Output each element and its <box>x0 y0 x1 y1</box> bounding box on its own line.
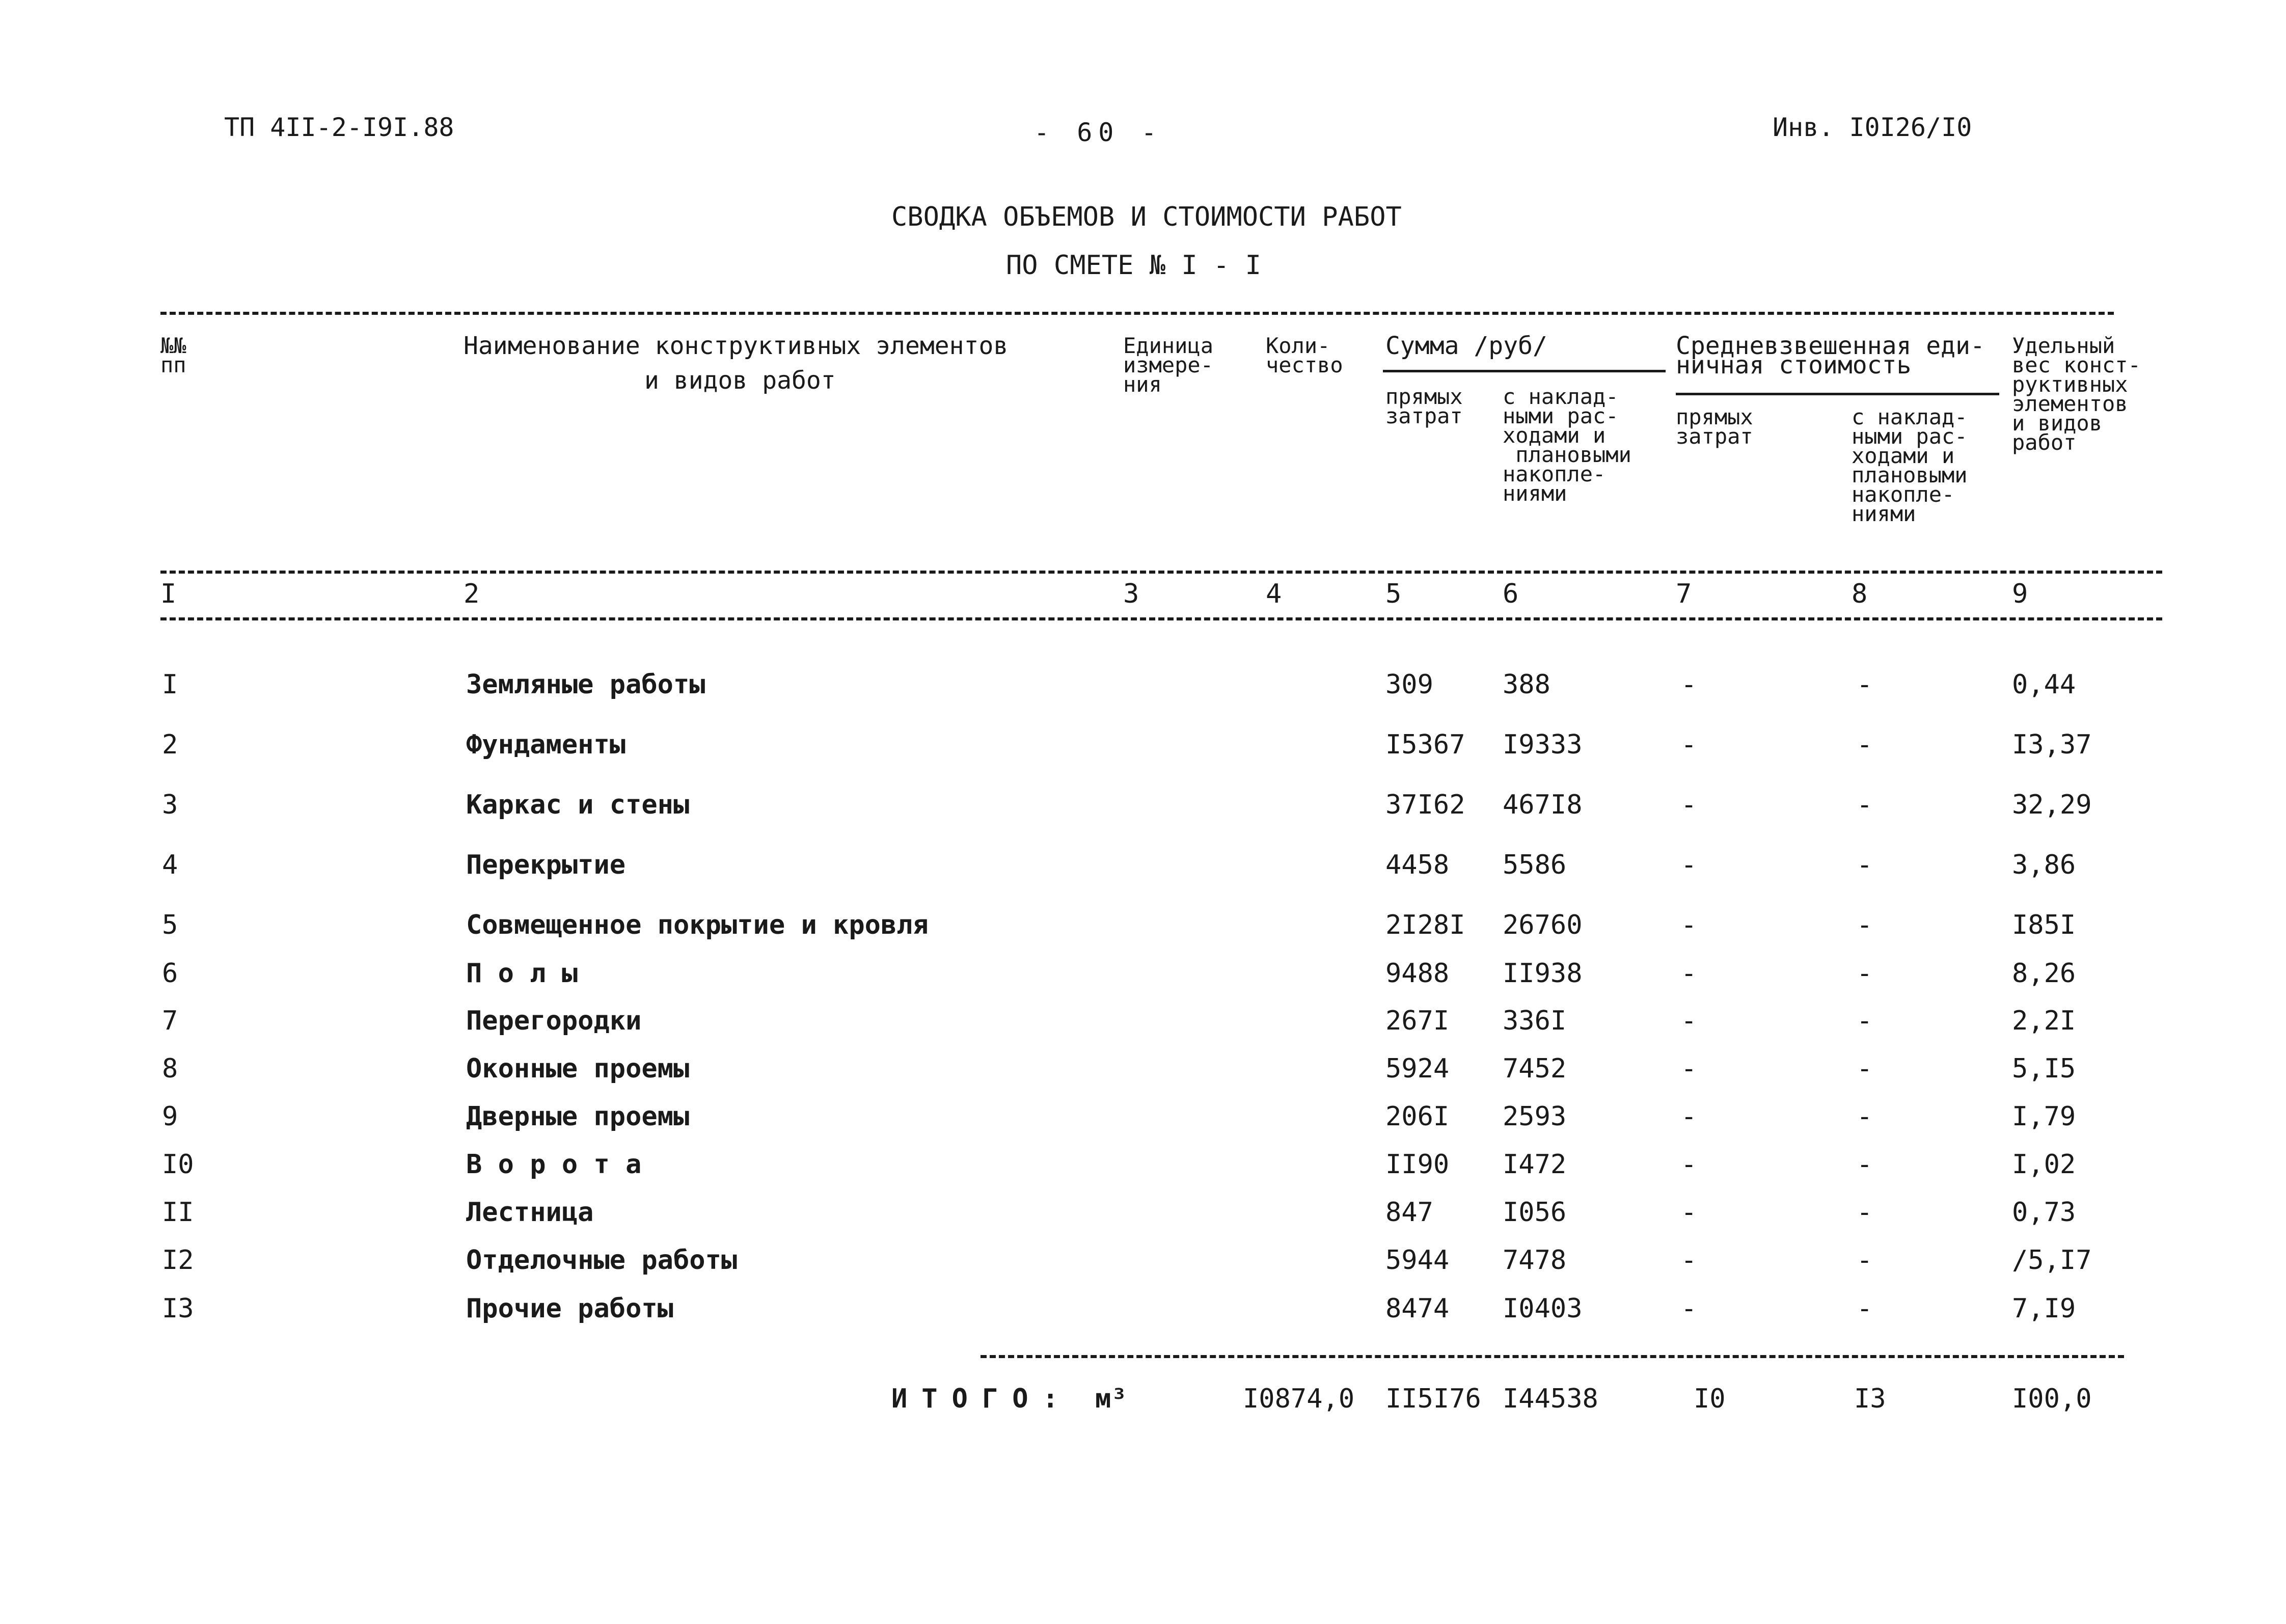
row-direct-cost: 9488 <box>1385 958 1450 989</box>
table-top-rule <box>160 312 2114 315</box>
row-number: I2 <box>162 1245 194 1276</box>
row-unit-overhead-cost: - <box>1857 910 1873 940</box>
row-direct-cost: 4458 <box>1385 850 1450 880</box>
row-unit-overhead-cost: - <box>1857 1006 1873 1036</box>
column-numbers-bottom-rule <box>160 617 2162 620</box>
row-work-name: Оконные проемы <box>466 1053 690 1084</box>
row-overhead-cost: 2593 <box>1503 1101 1567 1132</box>
row-direct-cost: 2I28I <box>1385 910 1465 940</box>
row-number: I <box>162 669 178 700</box>
total-direct-cost: II5I76 <box>1385 1384 1481 1414</box>
row-direct-cost: 267I <box>1385 1006 1450 1036</box>
document-title: СВОДКА ОБЪЕМОВ И СТОИМОСТИ РАБОТ <box>891 202 1402 232</box>
row-number: 3 <box>162 790 178 820</box>
row-share: 0,73 <box>2012 1197 2076 1228</box>
column-header-number: №№ пп <box>160 333 186 377</box>
row-direct-cost: 309 <box>1385 669 1433 700</box>
column-numbers-top-rule <box>160 571 2162 574</box>
row-unit-overhead-cost: - <box>1857 729 1873 760</box>
row-work-name: Прочие работы <box>466 1293 673 1324</box>
total-share: I00,0 <box>2012 1384 2092 1414</box>
row-work-name: Земляные работы <box>466 669 705 700</box>
row-unit-direct-cost: - <box>1681 1053 1697 1084</box>
row-number: 5 <box>162 910 178 940</box>
row-share: 7,I9 <box>2012 1293 2076 1324</box>
inventory-number: Инв. I0I26/I0 <box>1773 113 1972 142</box>
row-overhead-cost: I056 <box>1503 1197 1567 1228</box>
row-work-name: Дверные проемы <box>466 1101 690 1132</box>
row-overhead-cost: 7452 <box>1503 1053 1567 1084</box>
row-unit-direct-cost: - <box>1681 1197 1697 1228</box>
row-share: I,79 <box>2012 1101 2076 1132</box>
row-number: 9 <box>162 1101 178 1132</box>
row-share: 8,26 <box>2012 958 2076 989</box>
document-subtitle: ПО СМЕТЕ № I - I <box>1006 250 1261 281</box>
row-number: I0 <box>162 1149 194 1180</box>
row-unit-overhead-cost: - <box>1857 1053 1873 1084</box>
total-overhead-cost: I44538 <box>1503 1384 1598 1414</box>
row-overhead-cost: I9333 <box>1503 729 1583 760</box>
column-group-weighted-rule <box>1676 393 1999 395</box>
row-share: I,02 <box>2012 1149 2076 1180</box>
row-direct-cost: 5924 <box>1385 1053 1450 1084</box>
column-header-quantity: Коли- чество <box>1266 333 1343 377</box>
column-number-8: 8 <box>1852 579 1868 609</box>
column-header-share: Удельный вес конст- руктивных элементов и видов работ <box>2012 333 2141 455</box>
row-share: 3,86 <box>2012 850 2076 880</box>
row-unit-direct-cost: - <box>1681 958 1697 989</box>
row-unit-direct-cost: - <box>1681 1245 1697 1276</box>
total-unit-direct-cost: I0 <box>1694 1384 1726 1414</box>
row-unit-overhead-cost: - <box>1857 1149 1873 1180</box>
totals-rule <box>981 1355 2124 1358</box>
column-group-sum-rule <box>1383 370 1666 372</box>
column-header-unit-overhead-cost: с наклад- ными рас- ходами и плановыми накопле- ниями <box>1852 404 1968 526</box>
column-header-name-cont: и видов работ <box>644 366 836 395</box>
row-number: 2 <box>162 729 178 760</box>
row-unit-overhead-cost: - <box>1857 958 1873 989</box>
column-header-direct-cost: прямых затрат <box>1385 384 1463 428</box>
page-number: - 60 - <box>1034 118 1163 147</box>
row-overhead-cost: I0403 <box>1503 1293 1583 1324</box>
row-direct-cost: 37I62 <box>1385 790 1465 820</box>
row-work-name: Каркас и стены <box>466 790 690 820</box>
row-share: 32,29 <box>2012 790 2092 820</box>
column-number-9: 9 <box>2012 579 2028 609</box>
row-work-name: П о л ы <box>466 958 578 989</box>
row-number: II <box>162 1197 194 1228</box>
row-work-name: Совмещенное покрытие и кровля <box>466 910 929 940</box>
column-header-unit: Единица измере- ния <box>1123 333 1214 397</box>
row-number: 4 <box>162 850 178 880</box>
row-unit-overhead-cost: - <box>1857 1245 1873 1276</box>
column-number-5: 5 <box>1385 579 1402 609</box>
row-unit-direct-cost: - <box>1681 790 1697 820</box>
row-direct-cost: 206I <box>1385 1101 1450 1132</box>
row-overhead-cost: 388 <box>1503 669 1550 700</box>
column-number-7: 7 <box>1676 579 1692 609</box>
row-direct-cost: I5367 <box>1385 729 1465 760</box>
row-share: /5,I7 <box>2012 1245 2092 1276</box>
row-share: 5,I5 <box>2012 1053 2076 1084</box>
row-direct-cost: 847 <box>1385 1197 1433 1228</box>
row-unit-direct-cost: - <box>1681 1101 1697 1132</box>
row-overhead-cost: 26760 <box>1503 910 1583 940</box>
row-unit-direct-cost: - <box>1681 1149 1697 1180</box>
row-unit-direct-cost: - <box>1681 910 1697 940</box>
row-unit-overhead-cost: - <box>1857 1293 1873 1324</box>
row-direct-cost: 5944 <box>1385 1245 1450 1276</box>
column-number-2: 2 <box>464 579 480 609</box>
column-number-1: I <box>160 579 177 609</box>
row-number: 8 <box>162 1053 178 1084</box>
total-unit-overhead-cost: I3 <box>1854 1384 1886 1414</box>
column-number-4: 4 <box>1266 579 1282 609</box>
row-unit-direct-cost: - <box>1681 729 1697 760</box>
column-header-name: Наименование конструктивных элементов <box>464 332 1009 360</box>
row-overhead-cost: 7478 <box>1503 1245 1567 1276</box>
row-overhead-cost: I472 <box>1503 1149 1567 1180</box>
document-code: ТП 4II-2-I9I.88 <box>224 113 454 142</box>
row-unit-overhead-cost: - <box>1857 850 1873 880</box>
row-number: 6 <box>162 958 178 989</box>
row-share: I85I <box>2012 910 2076 940</box>
column-number-6: 6 <box>1503 579 1519 609</box>
column-group-weighted-unit-cost: Средневзвешенная еди- ничная стоимость <box>1676 332 1985 380</box>
row-overhead-cost: 467I8 <box>1503 790 1583 820</box>
row-direct-cost: II90 <box>1385 1149 1450 1180</box>
row-unit-direct-cost: - <box>1681 850 1697 880</box>
row-work-name: Перегородки <box>466 1006 642 1036</box>
row-unit-overhead-cost: - <box>1857 669 1873 700</box>
row-overhead-cost: II938 <box>1503 958 1583 989</box>
row-overhead-cost: 5586 <box>1503 850 1567 880</box>
row-unit-direct-cost: - <box>1681 669 1697 700</box>
row-unit-overhead-cost: - <box>1857 790 1873 820</box>
row-share: 0,44 <box>2012 669 2076 700</box>
row-number: I3 <box>162 1293 194 1324</box>
row-work-name: Фундаменты <box>466 729 626 760</box>
total-quantity: I0874,0 <box>1243 1384 1355 1414</box>
column-number-3: 3 <box>1123 579 1139 609</box>
column-header-unit-direct-cost: прямых затрат <box>1676 404 1753 449</box>
row-number: 7 <box>162 1006 178 1036</box>
row-unit-direct-cost: - <box>1681 1293 1697 1324</box>
row-direct-cost: 8474 <box>1385 1293 1450 1324</box>
row-work-name: Лестница <box>466 1197 594 1228</box>
row-work-name: Отделочные работы <box>466 1245 738 1276</box>
row-unit-overhead-cost: - <box>1857 1197 1873 1228</box>
total-unit: м³ <box>1095 1384 1127 1414</box>
row-overhead-cost: 336I <box>1503 1006 1567 1036</box>
row-unit-overhead-cost: - <box>1857 1101 1873 1132</box>
row-share: I3,37 <box>2012 729 2092 760</box>
row-unit-direct-cost: - <box>1681 1006 1697 1036</box>
column-group-sum: Сумма /руб/ <box>1385 332 1547 360</box>
column-header-overhead-cost: с наклад- ными рас- ходами и плановыми накопле- ниями <box>1503 384 1631 506</box>
row-share: 2,2I <box>2012 1006 2076 1036</box>
row-work-name: В о р о т а <box>466 1149 642 1180</box>
total-label: ИТОГО: <box>891 1384 1073 1414</box>
row-work-name: Перекрытие <box>466 850 626 880</box>
